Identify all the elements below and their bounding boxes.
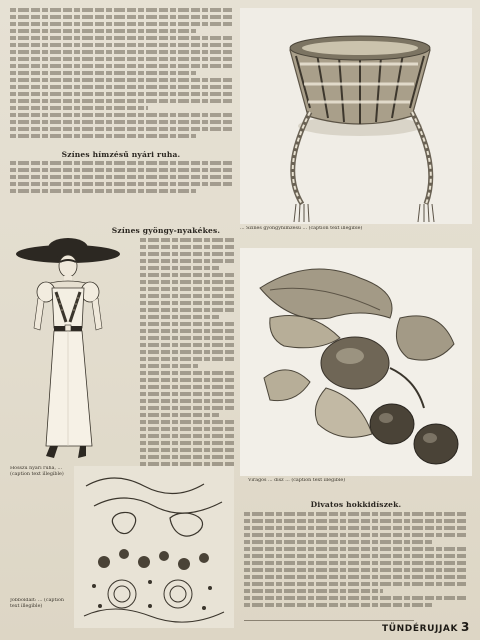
page-footer (382, 620, 470, 634)
embroidery-pattern (74, 466, 234, 628)
embroidery-caption: Jobboldalt: ... (caption text illegible) (10, 598, 64, 609)
kesztyu-text-block (10, 161, 232, 211)
leaves-photo (240, 248, 472, 476)
basket-caption: ... Színes gyöngyhímzésű ... (caption text illegible) (240, 226, 363, 231)
page-number: 3 (461, 620, 470, 634)
fruit-leaves-illustration (240, 248, 472, 476)
leaves-caption: Virágos ... dísz ... (caption text illegible) (248, 478, 346, 483)
embroidery-pattern-illustration (74, 466, 234, 628)
section-heading-bottom: Divatos hokkidíszek. (310, 500, 402, 509)
bottom-right-text-block (244, 512, 468, 616)
publication-name: TÜNDÉRUJJAK (381, 624, 459, 634)
basket-illustration (240, 8, 472, 224)
woman-dress-illustration (10, 232, 140, 464)
intro-text-block (10, 8, 232, 148)
basket-photo (240, 8, 472, 224)
figure-caption: Hosszú nyári ruha, ... (caption text illegible) (10, 466, 64, 477)
fashion-figure (10, 232, 140, 464)
section-heading-kesztyu: Színes hímzésű nyári ruha. (61, 150, 181, 159)
section-heading-gyongy: Színes gyöngy-nyakékes. (111, 226, 221, 235)
